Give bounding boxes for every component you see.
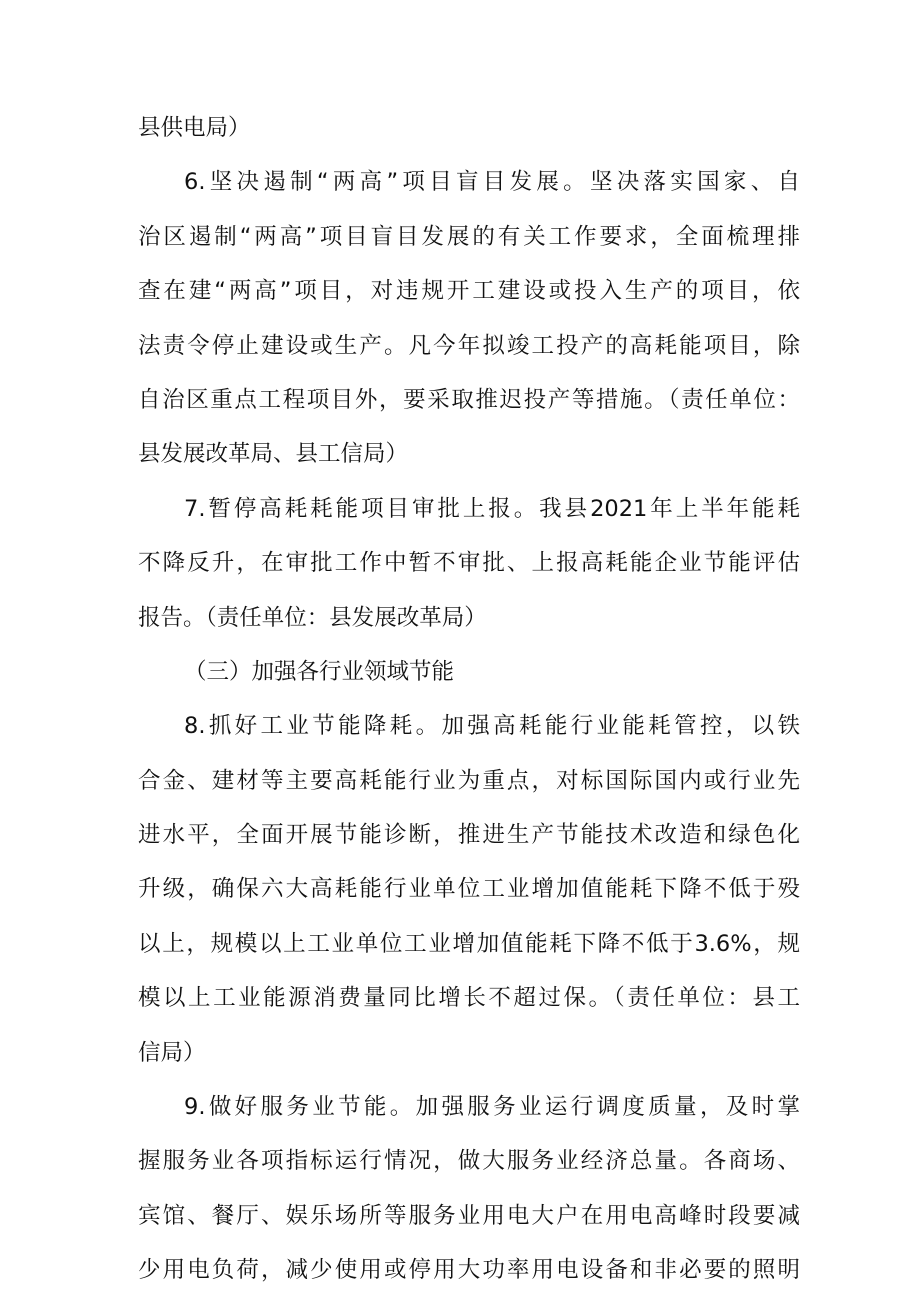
text-line: 查在建“两高”项目，对违规开工建设或投入生产的项目，依 — [138, 278, 800, 305]
text-line: 治区遏制“两高”项目盲目发展的有关工作要求，全面梳理排 — [138, 223, 800, 250]
paragraph-8-start: 8.抓好工业节能降耗。加强高耗能行业能耗管控，以铁 — [184, 713, 800, 740]
text-line: 报告。（责任单位：县发展改革局） — [138, 604, 487, 631]
text-line: 模以上工业能源消费量同比增长不超过保。（责任单位：县工 — [138, 985, 800, 1012]
text-line: 合金、建材等主要高耗能行业为重点，对标国际国内或行业先 — [138, 767, 800, 794]
section-heading: （三）加强各行业领域节能 — [184, 658, 455, 685]
paragraph-7-start: 7.暂停高耗耗能项目审批上报。我县2021年上半年能耗 — [184, 495, 800, 522]
text-line: 不降反升，在审批工作中暂不审批、上报高耗能企业节能评估 — [138, 550, 800, 577]
paragraph-9-start: 9.做好服务业节能。加强服务业运行调度质量，及时掌 — [184, 1094, 800, 1121]
paragraph-6-start: 6.坚决遏制“两高”项目盲目发展。坚决落实国家、自 — [184, 169, 800, 196]
text-line: 握服务业各项指标运行情况，做大服务业经济总量。各商场、 — [138, 1148, 800, 1175]
text-line: 升级，确保六大高耗能行业单位工业增加值能耗下降不低于殁 — [138, 876, 800, 903]
body-text — [138, 101, 800, 1298]
text-line: 进水平，全面开展节能诊断，推进生产节能技术改造和绿色化 — [138, 822, 800, 849]
text-line: 以上，规模以上工业单位工业增加值能耗下降不低于3.6%，规 — [138, 930, 800, 957]
text-line: 自治区重点工程项目外，要采取推迟投产等措施。（责任单位： — [138, 386, 800, 413]
text-line: 信局） — [138, 1039, 206, 1066]
text-line: 法责令停止建设或生产。凡今年拟竣工投产的高耗能项目，除 — [138, 332, 800, 359]
text-line: 县供电局） — [138, 115, 251, 141]
text-line: 县发展改革局、县工信局） — [138, 441, 409, 468]
text-line: 少用电负荷，减少使用或停用大功率用电设备和非必要的照明 — [138, 1257, 800, 1284]
text-line: 宾馆、餐厅、娱乐场所等服务业用电大户在用电高峰时段要减 — [138, 1202, 800, 1229]
